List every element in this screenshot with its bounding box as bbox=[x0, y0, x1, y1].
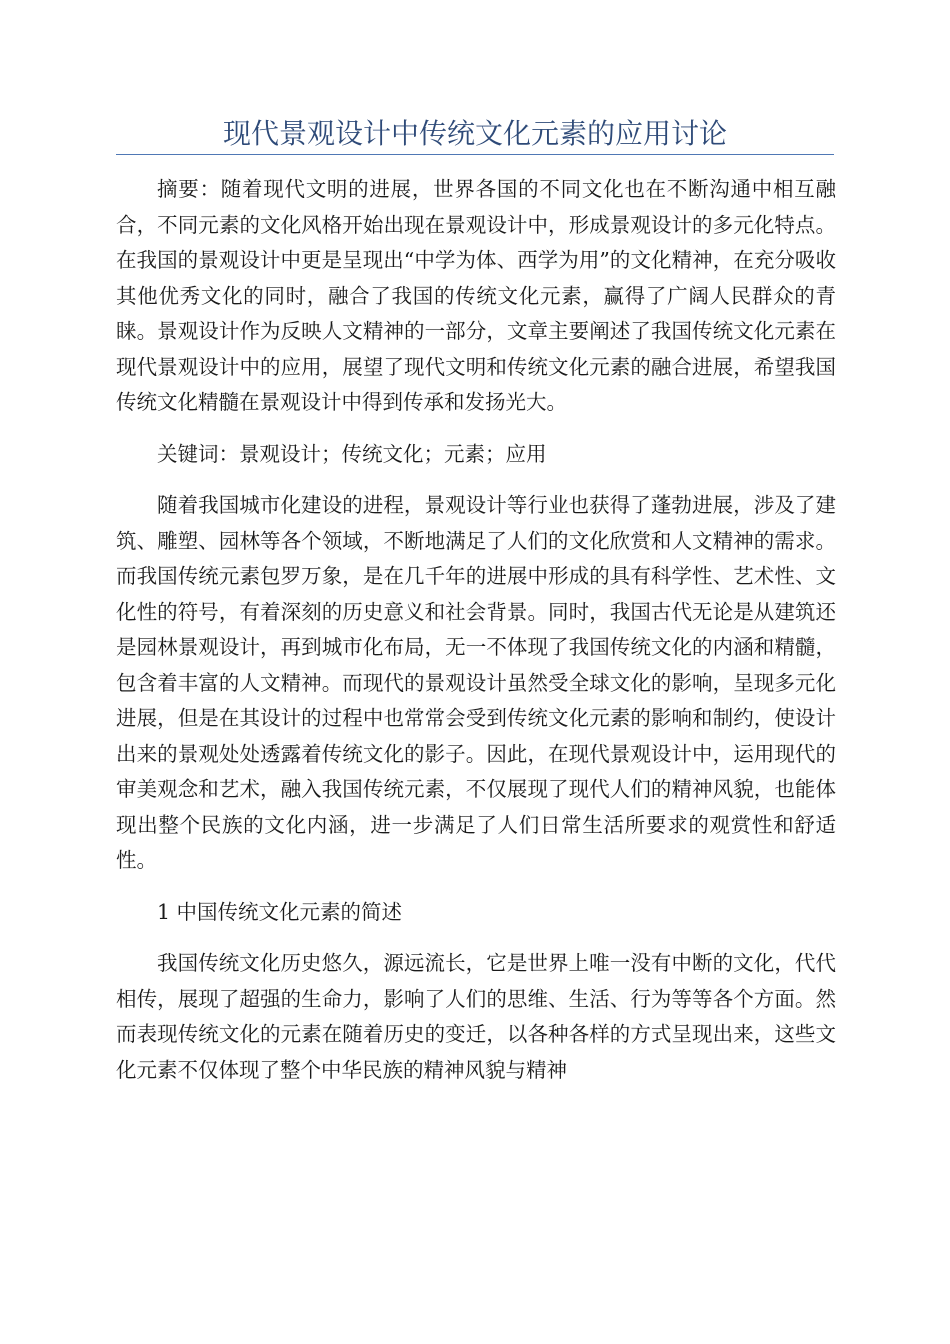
section-heading: 1 中国传统文化元素的简述 bbox=[157, 899, 403, 924]
keywords-line: 关键词：景观设计；传统文化；元素；应用 bbox=[157, 441, 547, 466]
document-title: 现代景观设计中传统文化元素的应用讨论 bbox=[222, 117, 727, 150]
section-paragraph: 我国传统文化历史悠久，源远流长，它是世界上唯一没有中断的文化，代代相传，展现了超强的生命力，影响了人们的思维、生活、行为等等各个方面。然而表现传统文化的元素在随着历史的变迁，以各种各样的方式呈现出来，这些文化元素不仅体现了整个中华民族的精神风貌与精神 bbox=[116, 951, 836, 1082]
title-underline bbox=[116, 154, 834, 155]
abstract-paragraph: 摘要：随着现代文明的进展，世界各国的不同文化也在不断沟通中相互融合，不同元素的文化风格开始出现在景观设计中，形成景观设计的多元化特点。在我国的景观设计中更是呈现出“中学为体、西学为用”的文化精神，在充分吸收其他优秀文化的同时，融合了我国的传统文化元素，赢得了广阔人民群众的青睐。景观设计作为反映人文精神的一部分，文章主要阐述了我国传统文化元素在现代景观设计中的应用，展望了现代文明和传统文化元素的融合进展，希望我国传统文化精髓在景观设计中得到传承和发扬光大。 bbox=[116, 177, 836, 414]
intro-paragraph: 随着我国城市化建设的进程，景观设计等行业也获得了蓬勃进展，涉及了建筑、雕塑、园林等各个领域，不断地满足了人们的文化欣赏和人文精神的需求。而我国传统元素包罗万象，是在几千年的进展中形成的具有科学性、艺术性、文化性的符号，有着深刻的历史意义和社会背景。同时，我国古代无论是从建筑还是园林景观设计，再到城市化布局，无一不体现了我国传统文化的内涵和精髓，包含着丰富的人文精神。而现代的景观设计虽然受全球文化的影响，呈现多元化进展，但是在其设计的过程中也常常会受到传统文化元素的影响和制约，使设计出来的景观处处透露着传统文化的影子。因此，在现代景观设计中，运用现代的审美观念和艺术，融入我国传统元素，不仅展现了现代人们的精神风貌，也能体现出整个民族的文化内涵，进一步满足了人们日常生活所要求的观赏性和舒适性。 bbox=[116, 493, 836, 872]
document-body bbox=[116, 172, 836, 1100]
